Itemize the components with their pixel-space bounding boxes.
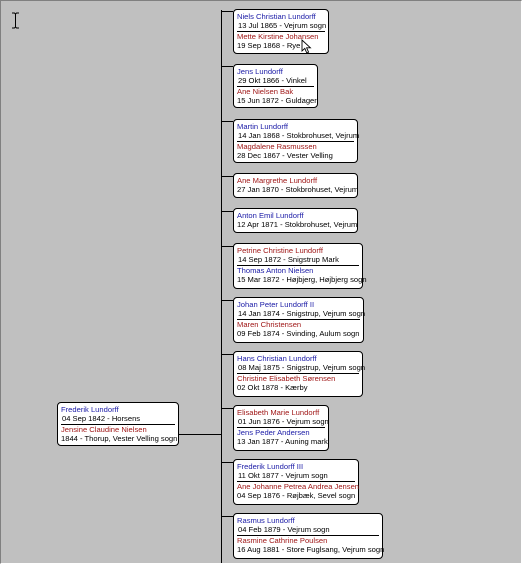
person-name: Petrine Christine Lundorff (237, 246, 323, 255)
child-person-card[interactable] (233, 119, 358, 163)
child-connector-line (221, 246, 233, 247)
person-event: 04 Sep 1842 - Horsens (61, 414, 175, 424)
child-person-card[interactable] (233, 459, 359, 505)
child-connector-line (221, 176, 233, 177)
text-cursor-icon (11, 12, 20, 29)
spouse-name: Magdalene Rasmussen (237, 141, 317, 151)
spouse-event: 1844 - Thorup, Vester Velling sogn (61, 434, 178, 444)
spouse-name: Mette Kirstine Johansen (237, 31, 319, 41)
spouse-name: Ane Nielsen Bak (237, 86, 294, 96)
spouse-event: 04 Sep 1876 - Røjbæk, Sevel sogn (237, 491, 356, 501)
person-event: 04 Feb 1879 - Vejrum sogn (237, 525, 379, 535)
person-event: 08 Maj 1875 - Snigstrup, Vejrum sogn (238, 363, 366, 373)
person-name: Frederik Lundorff III (237, 462, 304, 471)
child-connector-line (221, 11, 233, 12)
spouse-event: 16 Aug 1881 - Store Fuglsang, Vejrum sogn (237, 545, 385, 555)
mouse-pointer-icon (301, 39, 313, 55)
spouse-event: 13 Jan 1877 - Auning mark (237, 437, 328, 447)
person-name: Anton Emil Lundorff (237, 211, 304, 220)
child-person-card[interactable] (233, 513, 383, 559)
child-person-card[interactable] (233, 405, 329, 451)
spouse-name: Rasmine Cathrine Poulsen (237, 535, 328, 545)
person-event: 27 Jan 1870 - Stokbrohuset, Vejrum (237, 185, 359, 195)
spouse-name: Thomas Anton Nielsen (237, 265, 314, 275)
child-person-card[interactable] (233, 173, 358, 198)
child-connector-line (221, 516, 233, 517)
child-connector-line (221, 66, 233, 67)
person-name: Frederik Lundorff (61, 405, 119, 414)
child-connector-line (221, 121, 233, 122)
spouse-name: Jens Peder Andersen (237, 427, 310, 437)
person-event: 14 Jan 1874 - Snigstrup, Vejrum sogn (238, 309, 366, 319)
person-event: 01 Jun 1876 - Vejrum sogn (238, 417, 329, 427)
spouse-name: Jensine Claudine Nielsen (61, 424, 147, 434)
child-connector-line (221, 354, 233, 355)
parent-person-card[interactable] (57, 402, 179, 446)
child-person-card[interactable] (233, 64, 318, 108)
person-event: 13 Jul 1865 - Vejrum sogn (238, 21, 327, 31)
person-name: Elisabeth Marie Lundorff (237, 408, 320, 417)
sibling-connector-line (221, 10, 222, 563)
person-name: Niels Christian Lundorff (237, 12, 316, 21)
spouse-event: 02 Okt 1878 - Kærby (237, 383, 308, 393)
child-person-card[interactable] (233, 351, 366, 397)
spouse-name: Ane Johanne Petrea Andrea Jensen (237, 481, 360, 491)
person-name: Jens Lundorff (237, 67, 283, 76)
child-connector-line (221, 211, 233, 212)
spouse-name: Maren Christensen (237, 319, 302, 329)
person-name: Martin Lundorff (237, 122, 288, 131)
person-event: 12 Apr 1871 - Stokbrohuset, Vejrum (237, 220, 358, 230)
child-connector-line (221, 300, 233, 301)
spouse-event: 19 Sep 1868 - Rye (237, 41, 301, 51)
person-name: Ane Margrethe Lundorff (237, 176, 318, 185)
spouse-event: 15 Jun 1872 - Guldager (237, 96, 317, 106)
spouse-name: Christine Elisabeth Sørensen (237, 373, 336, 383)
person-name: Hans Christian Lundorff (237, 354, 317, 363)
person-event: 14 Sep 1872 - Snigstrup Mark (237, 255, 359, 265)
person-event: 14 Jan 1868 - Stokbrohuset, Vejrum (238, 131, 360, 141)
child-connector-line (221, 462, 233, 463)
spouse-event: 28 Dec 1867 - Vester Velling (237, 151, 333, 161)
person-event: 29 Okt 1866 - Vinkel (237, 76, 314, 86)
child-person-card[interactable] (233, 208, 358, 233)
spouse-event: 09 Feb 1874 - Svinding, Aulum sogn (237, 329, 360, 339)
person-name: Rasmus Lundorff (237, 516, 295, 525)
child-person-card[interactable] (233, 243, 367, 289)
person-name: Johan Peter Lundorff II (237, 300, 315, 309)
person-event: 11 Okt 1877 - Vejrum sogn (237, 471, 355, 481)
child-person-card[interactable] (233, 297, 364, 343)
child-connector-line (221, 408, 233, 409)
child-person-card[interactable] (233, 9, 329, 54)
spouse-event: 15 Mar 1872 - Højbjerg, Højbjerg sogn (237, 275, 367, 285)
parent-connector-line (179, 434, 222, 435)
